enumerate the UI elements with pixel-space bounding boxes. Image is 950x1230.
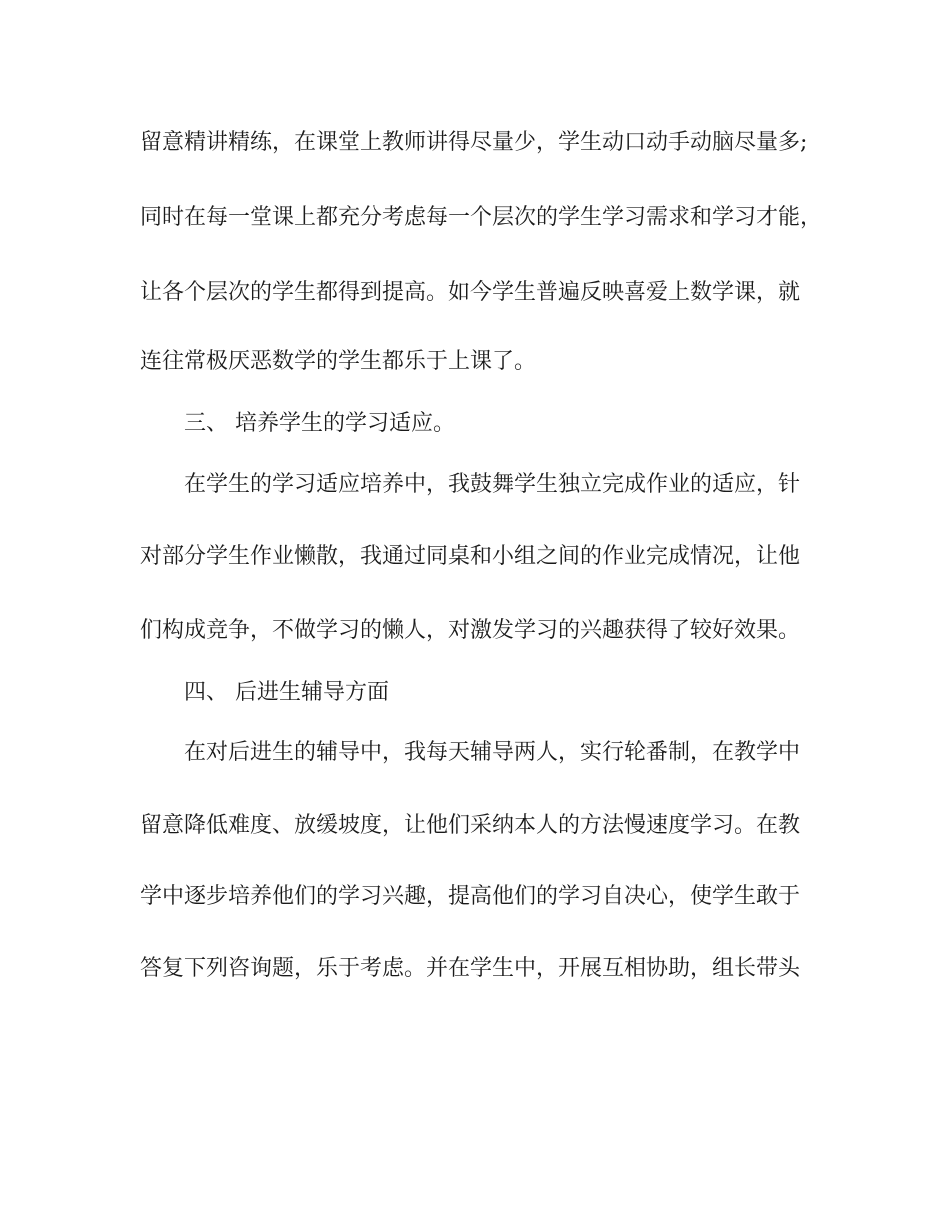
paragraph-line: 们构成竞争，不做学习的懒人，对激发学习的兴趣获得了较好效果。 (140, 618, 801, 643)
paragraph-line: 答复下列咨询题，乐于考虑。并在学生中，开展互相协助，组长带头 (140, 956, 801, 981)
section-heading-four: 四、 后进生辅导方面 (184, 680, 389, 705)
paragraph-line: 留意降低难度、放缓坡度，让他们采纳本人的方法慢速度学习。在教 (140, 813, 801, 838)
paragraph-line: 留意精讲精练，在课堂上教师讲得尽量少，学生动口动手动脑尽量多; (140, 130, 808, 155)
paragraph-line: 让各个层次的学生都得到提高。如今学生普遍反映喜爱上数学课，就 (140, 280, 801, 305)
paragraph-line: 在学生的学习适应培养中，我鼓舞学生独立完成作业的适应，针 (184, 472, 801, 497)
paragraph-line: 连往常极厌恶数学的学生都乐于上课了。 (140, 349, 537, 374)
paragraph-line: 同时在每一堂课上都充分考虑每一个层次的学生学习需求和学习才能， (140, 205, 823, 230)
paragraph-line: 学中逐步培养他们的学习兴趣，提高他们的学习自决心，使学生敢于 (140, 884, 801, 909)
paragraph-line: 在对后进生的辅导中，我每天辅导两人，实行轮番制，在教学中 (184, 740, 801, 765)
paragraph-line: 对部分学生作业懒散，我通过同桌和小组之间的作业完成情况，让他 (140, 544, 801, 569)
section-heading-three: 三、 培养学生的学习适应。 (184, 411, 455, 436)
